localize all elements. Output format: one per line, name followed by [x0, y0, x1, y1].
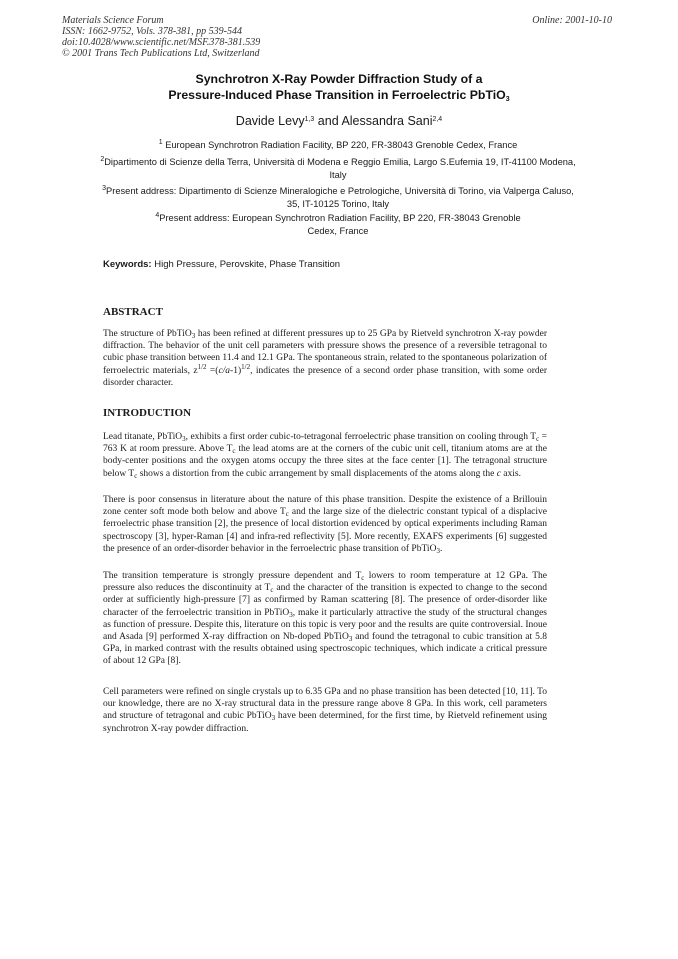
affiliation-1 [100, 139, 576, 152]
affiliation-4-text: Present address: European Synchrotron Radiation Facility, BP 220, FR-38043 Grenoble Cedex, France [159, 213, 521, 236]
author-1: Davide Levy [235, 114, 305, 128]
affiliation-4-num: 4 [155, 212, 160, 219]
keywords-text: High Pressure, Perovskite, Phase Transition [151, 259, 341, 270]
affiliation-4 [150, 212, 526, 237]
title-subscript: 3 [505, 95, 510, 103]
introduction-paragraph-1: Lead titanate, PbTiO$_3$, exhibits a first order cubic-to-tetragonal ferroelectric phase transition on cooling through $T_c = 763$ K at room pressure. Above $T_c$ the lead atoms are at the corners of the cubic unit cell, titanium atoms are at the body-center positions and the oxygen atoms occupy the three sites at the face center [1]. The tetragonal structure below $T_c$ shows a distortion from the cubic arrangement by small displacements of the atoms along the c axis. [103, 432, 548, 480]
issn-line: ISSN: 1662-9752, Vols. 378-381, pp 539-544 [62, 26, 242, 37]
title-line-1: Synchrotron X-Ray Powder Diffraction Study of a [195, 72, 483, 86]
introduction-paragraph-2: There is poor consensus in literature about the nature of this phase transition. Despite the existence of a Brillouin zone center soft mode both below and above $T_c$ and the large size of the dielectric constant typical of a displacive ferroelectric phase transition [2], the presence of local distortion evidenced by optical experiments including Raman spectroscopy [3], hyper-Raman [4] and infra-red reflectivity [5]. More recently, EXAFS experiments [6] suggested the presence of an order-disorder behavior in the ferroelectric phase transition of PbTiO$_3$. [103, 495, 547, 555]
affiliation-1-num: 1 [158, 139, 163, 146]
author-line [0, 114, 678, 128]
affiliation-2 [100, 156, 576, 181]
introduction-paragraph-3: The transition temperature is strongly pressure dependent and $T_c$ lowers to room temperature at 12 GPa. The pressure also reduces the discontinuity at $T_c$ and the character of the transition is expected to change to the second order at sufficiently high-pressure [7] as confirmed by Raman scattering [8]. The presence of order-disorder like character of the ferroelectric transition in PbTiO$_3$, make it particularly attractive the study of the structural changes as function of pressure. Despite this, literature on this topic is very poor and the results are quite controversial. Inoue and Asada [9] performed X-ray diffraction on Nb-doped PbTiO$_3$ and found the tetragonal to cubic transition at 5.8 GPa, in marked contrast with the results obtained using spectroscopic techniques, which indicate a critical pressure of about 12 GPa [8]. [103, 571, 547, 667]
journal-header [62, 15, 260, 59]
affiliation-1-text: European Synchrotron Radiation Facility, BP 220, FR-38043 Grenoble Cedex, France [165, 140, 518, 150]
introduction-heading: INTRODUCTION [103, 407, 192, 419]
introduction-paragraph-4: Cell parameters were refined on single crystals up to 6.35 GPa and no phase transition has been detected [10, 11]. To our knowledge, there are no X-ray structural data in the pressure range above 8 GPa. In this work, cell parameters and structure of tetragonal and cubic PbTiO$_3$ have been determined, for the first time, by Rietveld refinement using synchrotron X-ray powder diffraction. [103, 687, 548, 734]
affiliation-2-text: Dipartimento di Scienze della Terra, Università di Modena e Reggio Emilia, Largo S.Eufemia 19, IT-41100 Modena, Italy [104, 157, 576, 180]
copyright-line: © 2001 Trans Tech Publications Ltd, Switzerland [62, 48, 260, 59]
abstract-text: The structure of PbTiO$_3$ has been refined at different pressures up to 25 GPa by Rietveld synchrotron X-ray powder diffraction. The behavior of the unit cell parameters with pressure shows the presence of a reversible tetragonal to cubic phase transition between 11.4 and 12.1 GPa. The spontaneous strain, related to the spontaneous polarization of ferroelectric materials, $z^{1/2} =(c/a-1)^{1/2}$, indicates the presence of a second order phase transition, with some order disorder character. [103, 329, 547, 388]
affiliation-3-text: Present address: Dipartimento di Scienze Mineralogiche e Petrologiche, Università di Torino, via Valperga Caluso, 35, IT-10125 Torino, Italy [106, 186, 574, 209]
journal-name: Materials Science Forum [62, 15, 164, 26]
abstract-heading: ABSTRACT [103, 306, 163, 318]
affiliation-2-num: 2 [100, 156, 105, 163]
affiliation-3-num: 3 [102, 185, 107, 192]
paper-title [0, 72, 678, 103]
keywords [103, 259, 340, 270]
keywords-label: Keywords: [103, 259, 152, 270]
author-2: and Alessandra Sani [314, 114, 433, 128]
title-line-2 [0, 88, 678, 104]
doi-line[interactable]: doi:10.4028/www.scientific.net/MSF.378-381.539 [62, 37, 261, 48]
author-2-affil: 2,4 [432, 116, 443, 123]
author-1-affil: 1,3 [304, 116, 315, 123]
online-date: Online: 2001-10-10 [532, 15, 612, 26]
affiliation-3 [100, 185, 576, 210]
title-line-2-text: Pressure-Induced Phase Transition in Ferroelectric PbTiO [168, 87, 506, 102]
